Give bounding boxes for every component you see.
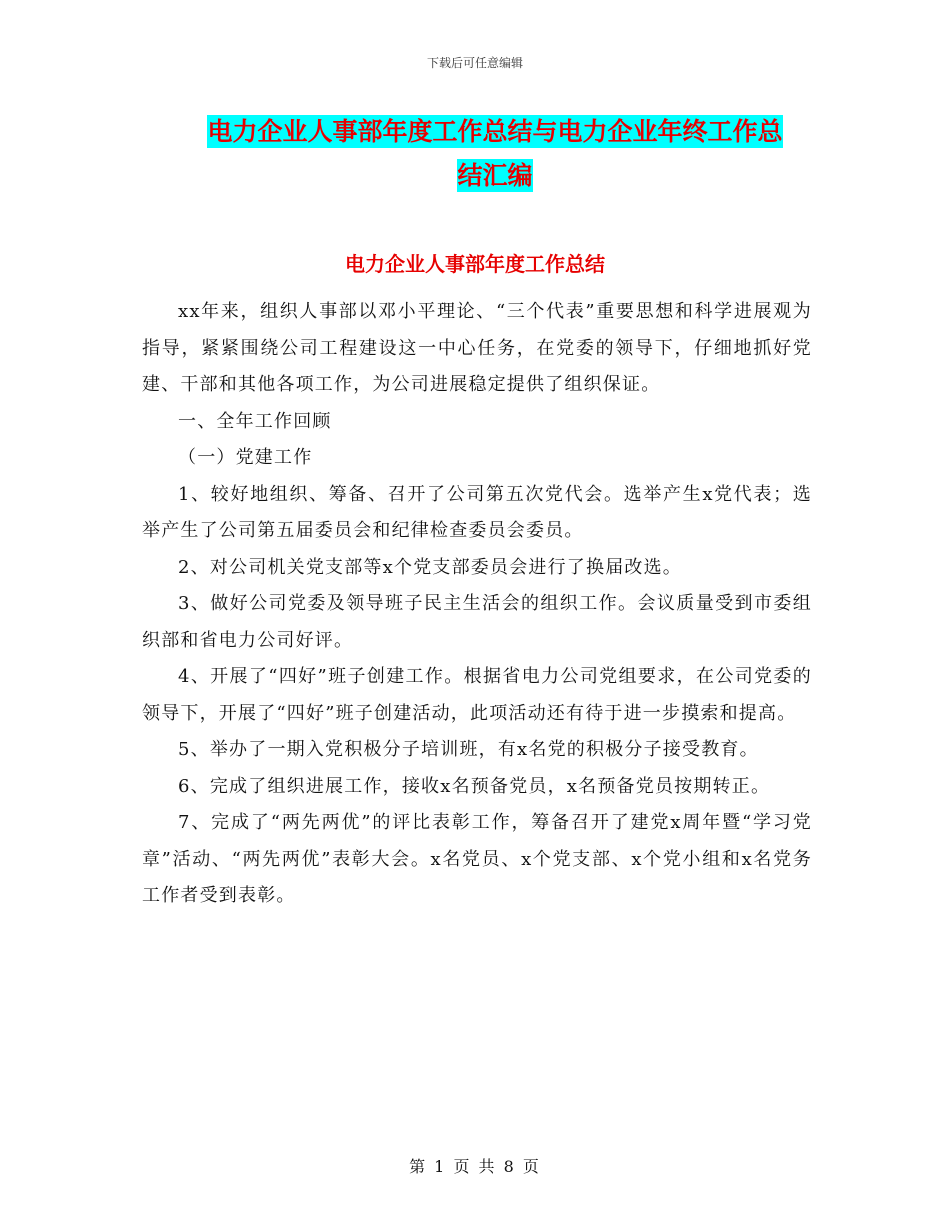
header-note: 下载后可任意编辑 xyxy=(426,56,523,70)
paragraph-intro: xx年来，组织人事部以邓小平理论、“三个代表”重要思想和科学进展观为指导，紧紧围绕公司工程建设这一中心任务，在党委的领导下，仔细地抓好党建、干部和其他各项工作，为公司进展稳定提供了组织保证。 xyxy=(142,301,812,395)
paragraph-item-6: 6、完成了组织进展工作，接收x名预备党员，x名预备党员按期转正。 xyxy=(178,775,771,797)
document-title xyxy=(140,110,850,198)
heading-party-building: （一）党建工作 xyxy=(178,447,313,468)
paragraph-item-2: 2、对公司机关党支部等x个党支部委员会进行了换届改选。 xyxy=(178,556,683,578)
page-number: 第 1 页 共 8 页 xyxy=(409,1157,541,1176)
document-title-line-1: 电力企业人事部年度工作总结与电力企业年终工作总 xyxy=(207,117,783,146)
paragraph-item-7: 7、完成了“两先两优”的评比表彰工作，筹备召开了建党x周年暨“学习党章”活动、“两先两优”表彰大会。x名党员、x个党支部、x个党小组和x名党务工作者受到表彰。 xyxy=(142,812,812,906)
paragraph-item-3: 3、做好公司党委及领导班子民主生活会的组织工作。会议质量受到市委组织部和省电力公司好评。 xyxy=(142,593,812,651)
document-body xyxy=(142,294,812,915)
paragraph-item-1: 1、较好地组织、筹备、召开了公司第五次党代会。选举产生x党代表；选举产生了公司第五届委员会和纪律检查委员会委员。 xyxy=(142,483,812,541)
section-title: 电力企业人事部年度工作总结 xyxy=(345,252,605,276)
heading-annual-review: 一、全年工作回顾 xyxy=(178,410,332,432)
paragraph-item-5: 5、举办了一期入党积极分子培训班，有x名党的积极分子接受教育。 xyxy=(178,739,759,760)
document-title-line-2: 结汇编 xyxy=(457,161,533,190)
paragraph-item-4: 4、开展了“四好”班子创建工作。根据省电力公司党组要求，在公司党委的领导下，开展了“四好”班子创建活动，此项活动还有待于进一步摸索和提高。 xyxy=(142,666,812,724)
